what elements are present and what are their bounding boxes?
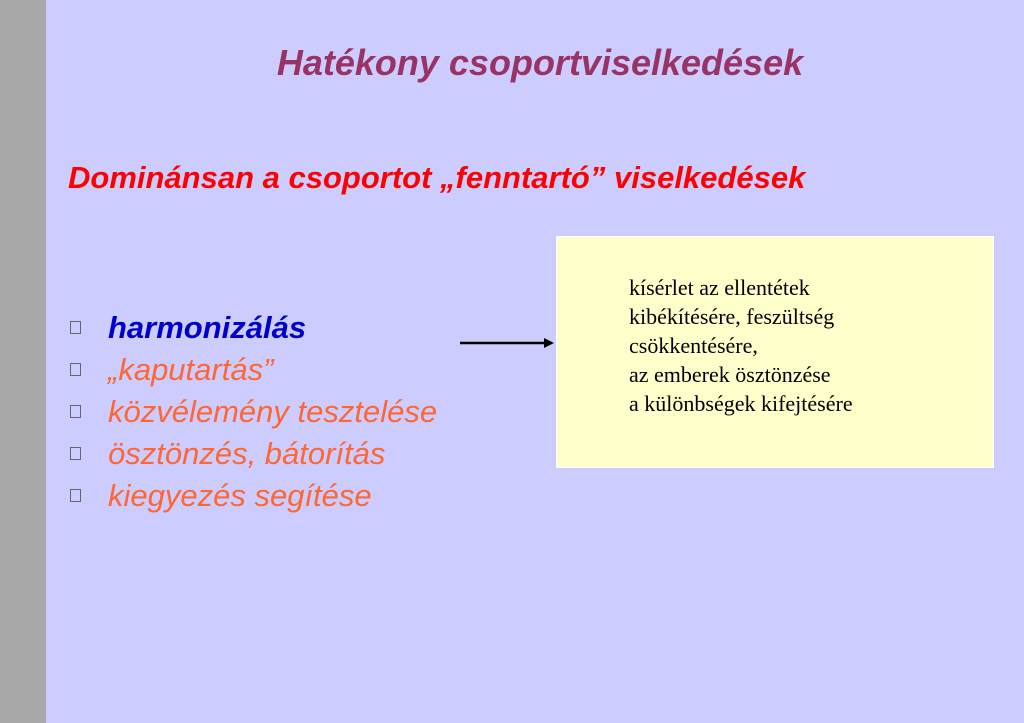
bullet-list (68, 307, 488, 517)
explanation-text (629, 273, 853, 418)
bullet-item-kiegyezes-segitese (68, 475, 488, 517)
explanation-line: a különbségek kifejtésére (629, 391, 853, 416)
bullet-text: kiegyezés segítése (108, 478, 372, 513)
explanation-line: kibékítésére, feszültség (629, 304, 835, 329)
bullet-item-kozvelemeny-tesztelese (68, 391, 488, 433)
bullet-text: ösztönzés, bátorítás (108, 436, 386, 471)
explanation-line: az emberek ösztönzése (629, 362, 831, 387)
bullet-text: harmonizálás (108, 310, 307, 345)
square-bullet-icon (70, 489, 81, 502)
right-arrow-icon (460, 333, 556, 353)
bullet-item-osztonzes-batoritas (68, 433, 488, 475)
bullet-text: közvélemény tesztelése (108, 394, 438, 429)
explanation-line: csökkentésére, (629, 333, 758, 358)
explanation-box (556, 236, 994, 468)
square-bullet-icon (70, 363, 81, 376)
square-bullet-icon (70, 405, 81, 418)
square-bullet-icon (70, 321, 81, 334)
square-bullet-icon (70, 447, 81, 460)
left-accent-bar (0, 0, 46, 723)
slide-subtitle: Dominánsan a csoportot „fenntartó” viselkedések (68, 160, 806, 195)
bullet-item-kaputartas (68, 349, 488, 391)
bullet-item-harmonizalas (68, 307, 488, 349)
slide-title: Hatékony csoportviselkedések (276, 42, 804, 83)
explanation-line: kísérlet az ellentétek (629, 275, 810, 300)
bullet-text: „kaputartás” (108, 352, 274, 387)
